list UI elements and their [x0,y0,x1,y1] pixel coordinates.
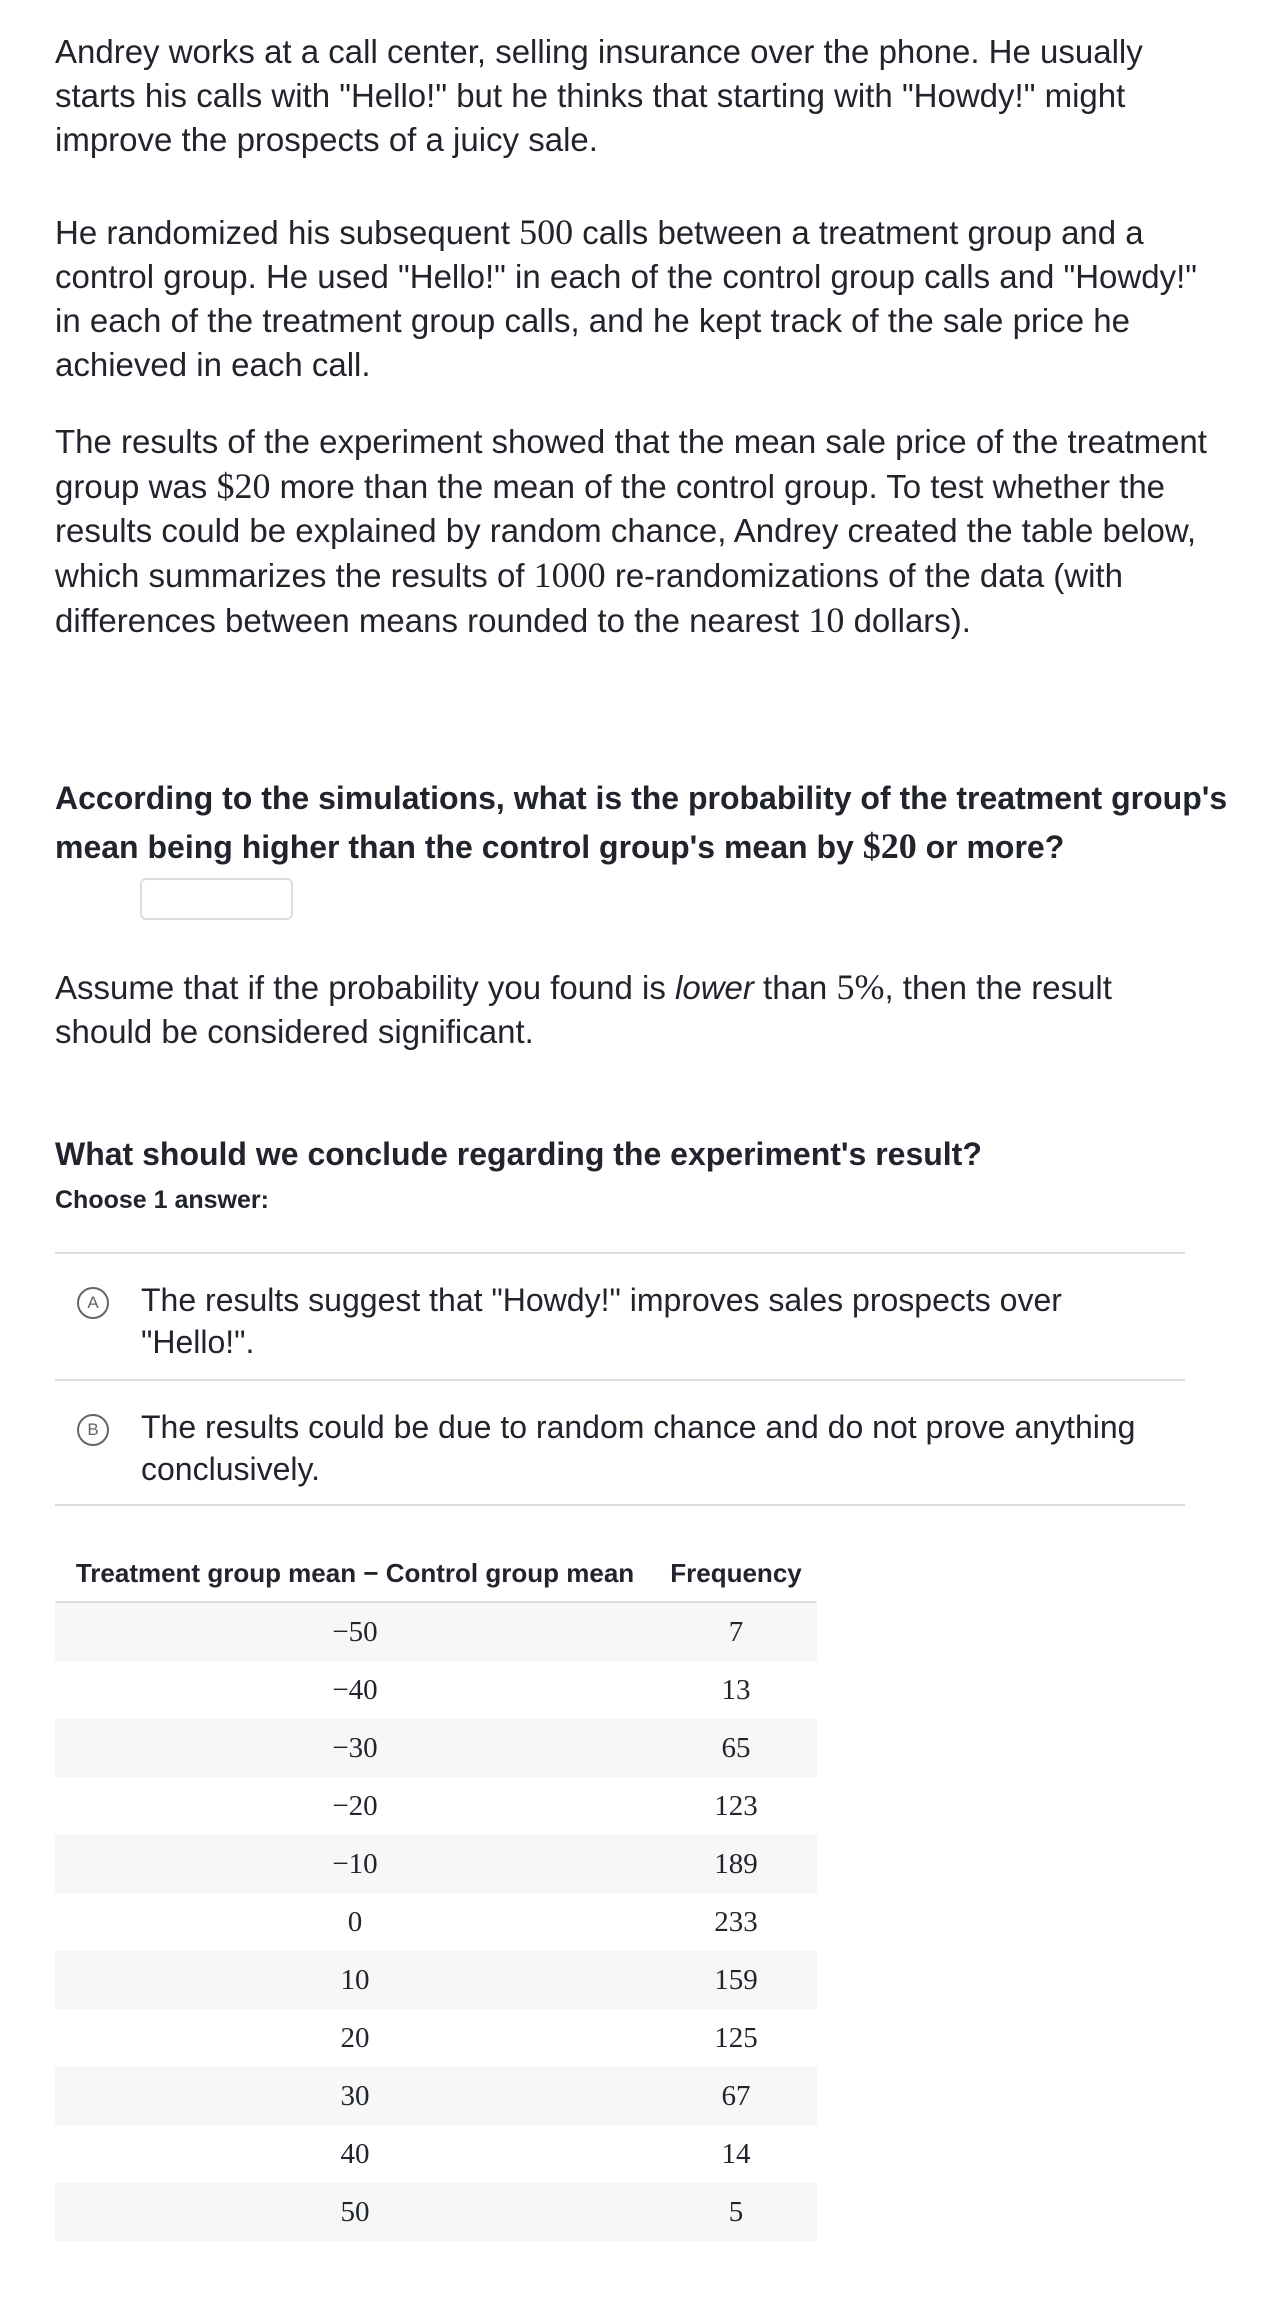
table-row [55,2009,817,2067]
intro-text-1: Andrey works at a call center, selling insurance over the phone. He usually starts his calls with "Hello!" but he thinks that starting with "Howdy!" might improve the prospects of a juicy sale. [55,33,1143,158]
assumption-text-c: , then the result should be considered significant. [55,969,1112,1050]
header-difference: Treatment group mean − Control group mean [55,1545,655,1602]
cell-difference: −40 [55,1661,655,1719]
intro-paragraph-3 [55,420,1215,643]
rounding-value: 10 [808,600,845,640]
cell-frequency: 233 [655,1893,817,1951]
cell-frequency: 125 [655,2009,817,2067]
choice-b-radio-icon[interactable]: B [77,1414,109,1446]
intro-paragraph-1 [55,30,1215,162]
probability-question [55,774,1235,871]
assumption-text-a: Assume that if the probability you found is [55,969,676,1006]
assumption-paragraph [55,965,1215,1054]
significance-threshold: 5% [836,967,885,1007]
intro-text-3b: more than the mean of the control group. To test whether the results could be explained by random chance, Andrey created the table below, which summarizes the results of [55,468,1197,594]
choice-b[interactable] [55,1379,1185,1506]
table-row [55,1893,817,1951]
choice-a[interactable] [55,1252,1185,1379]
intro-text-2b: calls between a treatment group and a control group. He used "Hello!" in each of the control group calls and "Howdy!" in each of the treatment group calls, and he kept track of the sale price he achieved in each call. [55,214,1197,383]
question1-text-b: or more? [916,829,1065,865]
cell-difference: −20 [55,1777,655,1835]
cell-difference: 20 [55,2009,655,2067]
cell-difference: 0 [55,1893,655,1951]
table-row [55,1835,817,1893]
intro-text-3a: The results of the experiment showed that the mean sale price of the treatment group was [55,423,1207,505]
cell-frequency: 159 [655,1951,817,2009]
probability-answer-input[interactable] [140,878,293,920]
table-row [55,2125,817,2183]
intro-text-3c: re-randomizations of the data (with differences between means rounded to the nearest [55,557,1123,639]
assumption-emphasis: lower [675,969,754,1006]
intro-paragraph-2 [55,210,1215,387]
cell-difference: 50 [55,2183,655,2241]
cell-frequency: 123 [655,1777,817,1835]
cell-frequency: 189 [655,1835,817,1893]
conclusion-question: What should we conclude regarding the experiment's result? [55,1136,982,1172]
table-row [55,1602,817,1661]
table-row [55,1777,817,1835]
difference-amount: $20 [216,466,271,506]
cell-frequency: 13 [655,1661,817,1719]
table-row [55,2183,817,2241]
rerandomization-count: 1000 [533,555,606,595]
choice-a-text: The results suggest that "Howdy!" improves sales prospects over "Hello!". [141,1282,1062,1360]
intro-text-3d: dollars). [844,602,971,639]
cell-difference: −50 [55,1602,655,1661]
table-row [55,1719,817,1777]
cell-difference: −30 [55,1719,655,1777]
choice-b-text: The results could be due to random chance and do not prove anything conclusively. [141,1409,1136,1487]
cell-frequency: 67 [655,2067,817,2125]
header-frequency: Frequency [655,1545,817,1602]
cell-frequency: 14 [655,2125,817,2183]
intro-text-2a: He randomized his subsequent [55,214,520,251]
cell-difference: 40 [55,2125,655,2183]
cell-difference: −10 [55,1835,655,1893]
table-row [55,1661,817,1719]
cell-frequency: 7 [655,1602,817,1661]
cell-frequency: 5 [655,2183,817,2241]
assumption-text-b: than [753,969,837,1006]
calls-count: 500 [519,212,574,252]
cell-frequency: 65 [655,1719,817,1777]
cell-difference: 30 [55,2067,655,2125]
cell-difference: 10 [55,1951,655,2009]
simulation-results-table [55,1545,817,2241]
choose-label: Choose 1 answer: [55,1186,269,1214]
table-row [55,1951,817,2009]
answer-choices [55,1252,1185,1506]
table-header-row [55,1545,817,1602]
question1-amount: $20 [862,826,917,866]
question1-text-a: According to the simulations, what is the probability of the treatment group's mean being higher than the control group's mean by [55,780,1228,865]
choice-a-radio-icon[interactable]: A [77,1287,109,1319]
table-row [55,2067,817,2125]
